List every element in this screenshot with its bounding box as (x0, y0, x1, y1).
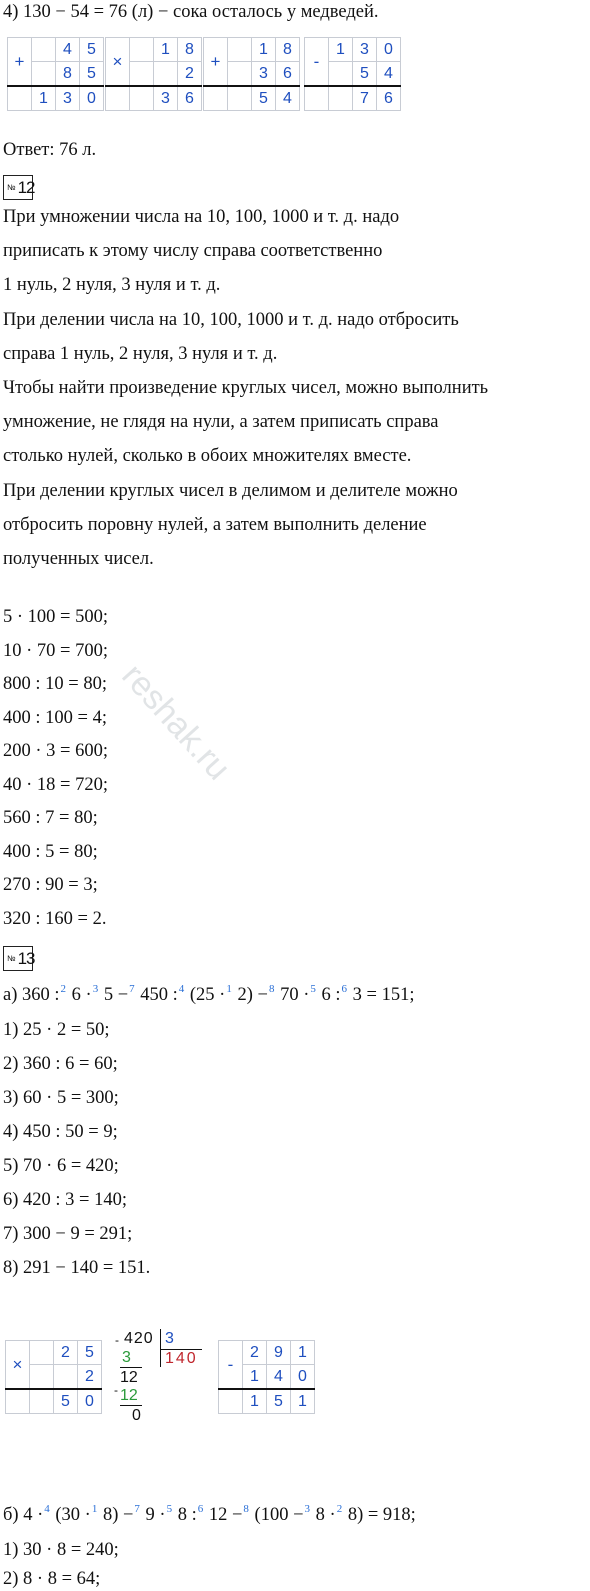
digit-cell: 8 (56, 62, 80, 87)
digit-cell: 0 (80, 86, 104, 111)
digit-cell: 3 (252, 62, 276, 87)
task11-answer: Ответ: 76 л. (3, 140, 97, 160)
rule-line: справа 1 нуль, 2 нуля, 3 нуля и т. д. (3, 343, 278, 364)
expression-part: 8) = 918; (343, 1505, 416, 1525)
operator-sign: × (106, 38, 130, 87)
operator-sign: + (204, 38, 228, 87)
calc-line: 400 : 100 = 4; (3, 707, 107, 728)
remainder-1: 12 (120, 1369, 138, 1386)
calc-line: 320 : 160 = 2. (3, 908, 107, 929)
order-number: 7 (129, 983, 135, 995)
expression-part: (25 · (185, 985, 226, 1005)
calc-line: 10 · 70 = 700; (3, 640, 108, 661)
order-number: 2 (336, 1503, 343, 1515)
digit-cell: 0 (377, 38, 401, 62)
expression-part: б) 4 · (3, 1505, 44, 1525)
order-number: 1 (91, 1503, 98, 1515)
digit-cell: 1 (252, 38, 276, 62)
digit-cell (228, 86, 252, 111)
minus-sign: - (115, 1333, 119, 1347)
step-line: 1) 30 · 8 = 240; (3, 1540, 119, 1560)
digit-cell (30, 1365, 54, 1390)
digit-cell: 5 (54, 1389, 78, 1414)
expression-part: 450 : (135, 985, 178, 1005)
rule-line: столько нулей, сколько в обоих множителях вместе. (3, 446, 412, 467)
rule-line: умножение, не глядя на нули, а затем приписать справа (3, 412, 439, 433)
step-line: 8) 291 − 140 = 151. (3, 1258, 151, 1278)
task-number-12: № 12 (3, 175, 33, 200)
expression-part: 8 · (311, 1505, 336, 1525)
expression-part: 9 · (140, 1505, 166, 1525)
step-line: 2) 8 · 8 = 64; (3, 1569, 101, 1589)
digit-cell: 1 (243, 1389, 267, 1414)
expression-part: 8 : (173, 1505, 197, 1525)
digit-cell: 5 (80, 62, 104, 87)
order-number: 4 (44, 1503, 50, 1515)
digit-cell (30, 1341, 54, 1365)
subtrahend-1: 3 (122, 1349, 131, 1366)
calc-line: 200 · 3 = 600; (3, 741, 108, 761)
column-calc (304, 37, 401, 111)
digit-cell: 6 (276, 62, 300, 87)
expression-part: а) 360 : (3, 985, 60, 1005)
digit-cell: 1 (154, 38, 178, 62)
digit-cell (30, 1389, 54, 1414)
minus-sign-2: - (114, 1383, 118, 1397)
rule-line: При умножении числа на 10, 100, 1000 и т. д. надо (3, 207, 400, 227)
digit-cell: 6 (178, 86, 202, 111)
digit-cell: 0 (78, 1389, 102, 1414)
digit-cell (130, 86, 154, 111)
step-line: 5) 70 · 6 = 420; (3, 1156, 119, 1176)
digit-cell: 3 (154, 86, 178, 111)
operator-sign: - (219, 1341, 243, 1390)
digit-cell: 1 (291, 1341, 315, 1365)
rule-line: При делении числа на 10, 100, 1000 и т. д. надо отбросить (3, 309, 459, 330)
digit-cell: 2 (178, 62, 202, 87)
calc-line: 560 : 7 = 80; (3, 808, 98, 828)
step-line: 6) 420 : 3 = 140; (3, 1190, 127, 1210)
digit-cell: 8 (178, 38, 202, 62)
digit-cell: 4 (377, 62, 401, 87)
digit-cell: 2 (243, 1341, 267, 1365)
digit-cell (228, 38, 252, 62)
task13-expression-a (3, 983, 414, 1009)
step-line: 2) 360 : 6 = 60; (3, 1054, 118, 1074)
digit-cell (54, 1365, 78, 1390)
step-line: 3) 60 · 5 = 300; (3, 1088, 119, 1108)
expression-part: 6 · (67, 985, 92, 1005)
digit-cell: 6 (377, 86, 401, 111)
order-number: 3 (304, 1503, 311, 1515)
digit-cell: 1 (291, 1389, 315, 1414)
step-line: 7) 300 − 9 = 291; (3, 1224, 133, 1244)
column-calc (5, 1340, 102, 1414)
operator-sign: × (6, 1341, 30, 1390)
column-calc (105, 37, 202, 111)
expression-part: 3 = 151; (348, 985, 415, 1005)
digit-cell: 8 (276, 38, 300, 62)
order-number: 5 (310, 983, 316, 995)
order-number: 4 (178, 983, 185, 995)
calc-line: 40 · 18 = 720; (3, 774, 108, 795)
expression-part: (30 · (50, 1505, 91, 1525)
digit-cell (130, 38, 154, 62)
digit-cell: 2 (78, 1365, 102, 1390)
digit-cell: 3 (353, 38, 377, 62)
operator-sign: + (8, 38, 32, 87)
digit-cell: 1 (243, 1365, 267, 1390)
digit-cell: 0 (291, 1365, 315, 1390)
expression-part: 8) − (98, 1505, 134, 1525)
digit-cell: 9 (267, 1341, 291, 1365)
step-line: 1) 25 · 2 = 50; (3, 1020, 110, 1040)
digit-cell (154, 62, 178, 87)
order-number: 5 (166, 1503, 173, 1515)
expression-part: 6 : (316, 985, 341, 1005)
order-number: 3 (92, 983, 99, 995)
rule-line: приписать к этому числу справа соответственно (3, 241, 383, 262)
rule-line: При делении круглых чисел в делимом и делителе можно (3, 480, 458, 501)
order-number: 8 (268, 983, 275, 995)
digit-cell: 2 (54, 1341, 78, 1365)
order-number: 2 (60, 983, 67, 995)
digit-cell (329, 62, 353, 87)
operator-sign: - (305, 38, 329, 87)
quotient: 140 (165, 1350, 198, 1367)
expression-part: 5 − (99, 985, 129, 1005)
digit-cell: 1 (32, 86, 56, 111)
digit-cell: 5 (80, 38, 104, 62)
expression-part: 12 − (204, 1505, 243, 1525)
column-calc (203, 37, 300, 111)
column-calc (218, 1340, 315, 1414)
calc-line: 270 : 90 = 3; (3, 875, 98, 895)
digit-cell (228, 62, 252, 87)
watermark: reshak.ru (114, 656, 238, 788)
order-number: 1 (226, 983, 232, 995)
digit-cell (329, 86, 353, 111)
rule-line: отбросить поровну нулей, а затем выполнить деление (3, 514, 427, 535)
digit-cell (32, 62, 56, 87)
calc-line: 800 : 10 = 80; (3, 674, 107, 694)
remainder-2: 0 (132, 1407, 141, 1424)
calc-line: 5 · 100 = 500; (3, 607, 108, 627)
digit-cell: 5 (267, 1389, 291, 1414)
rule-line: полученных чисел. (3, 549, 154, 569)
step-line: 4) 450 : 50 = 9; (3, 1122, 118, 1142)
digit-cell (32, 38, 56, 62)
digit-cell: 1 (329, 38, 353, 62)
task11-step4: 4) 130 − 54 = 76 (л) − сока осталось у медведей. (3, 2, 379, 22)
column-calc (7, 37, 104, 111)
order-number: 6 (341, 983, 348, 995)
subtrahend-2: 12 (120, 1387, 138, 1404)
digit-cell: 3 (56, 86, 80, 111)
rule-line: Чтобы найти произведение круглых чисел, можно выполнить (3, 378, 489, 398)
order-number: 8 (243, 1503, 249, 1515)
digit-cell: 4 (276, 86, 300, 111)
digit-cell: 4 (56, 38, 80, 62)
long-division (114, 1330, 205, 1424)
divisor: 3 (165, 1330, 174, 1347)
order-number: 7 (134, 1503, 140, 1515)
calc-line: 400 : 5 = 80; (3, 841, 98, 862)
digit-cell (130, 62, 154, 87)
digit-cell: 7 (353, 86, 377, 111)
expression-part: 70 · (275, 985, 310, 1005)
order-number: 6 (197, 1503, 204, 1515)
task-number-13: № 13 (3, 946, 33, 971)
rule-line: 1 нуль, 2 нуля, 3 нуля и т. д. (3, 275, 221, 296)
digit-cell: 4 (267, 1365, 291, 1390)
digit-cell: 5 (78, 1341, 102, 1365)
expression-part: 2) − (232, 985, 268, 1005)
digit-cell: 5 (252, 86, 276, 111)
expression-part: (100 − (249, 1505, 304, 1525)
task13-expression-b (3, 1503, 416, 1529)
digit-cell: 5 (353, 62, 377, 87)
dividend: 420 (124, 1330, 154, 1347)
